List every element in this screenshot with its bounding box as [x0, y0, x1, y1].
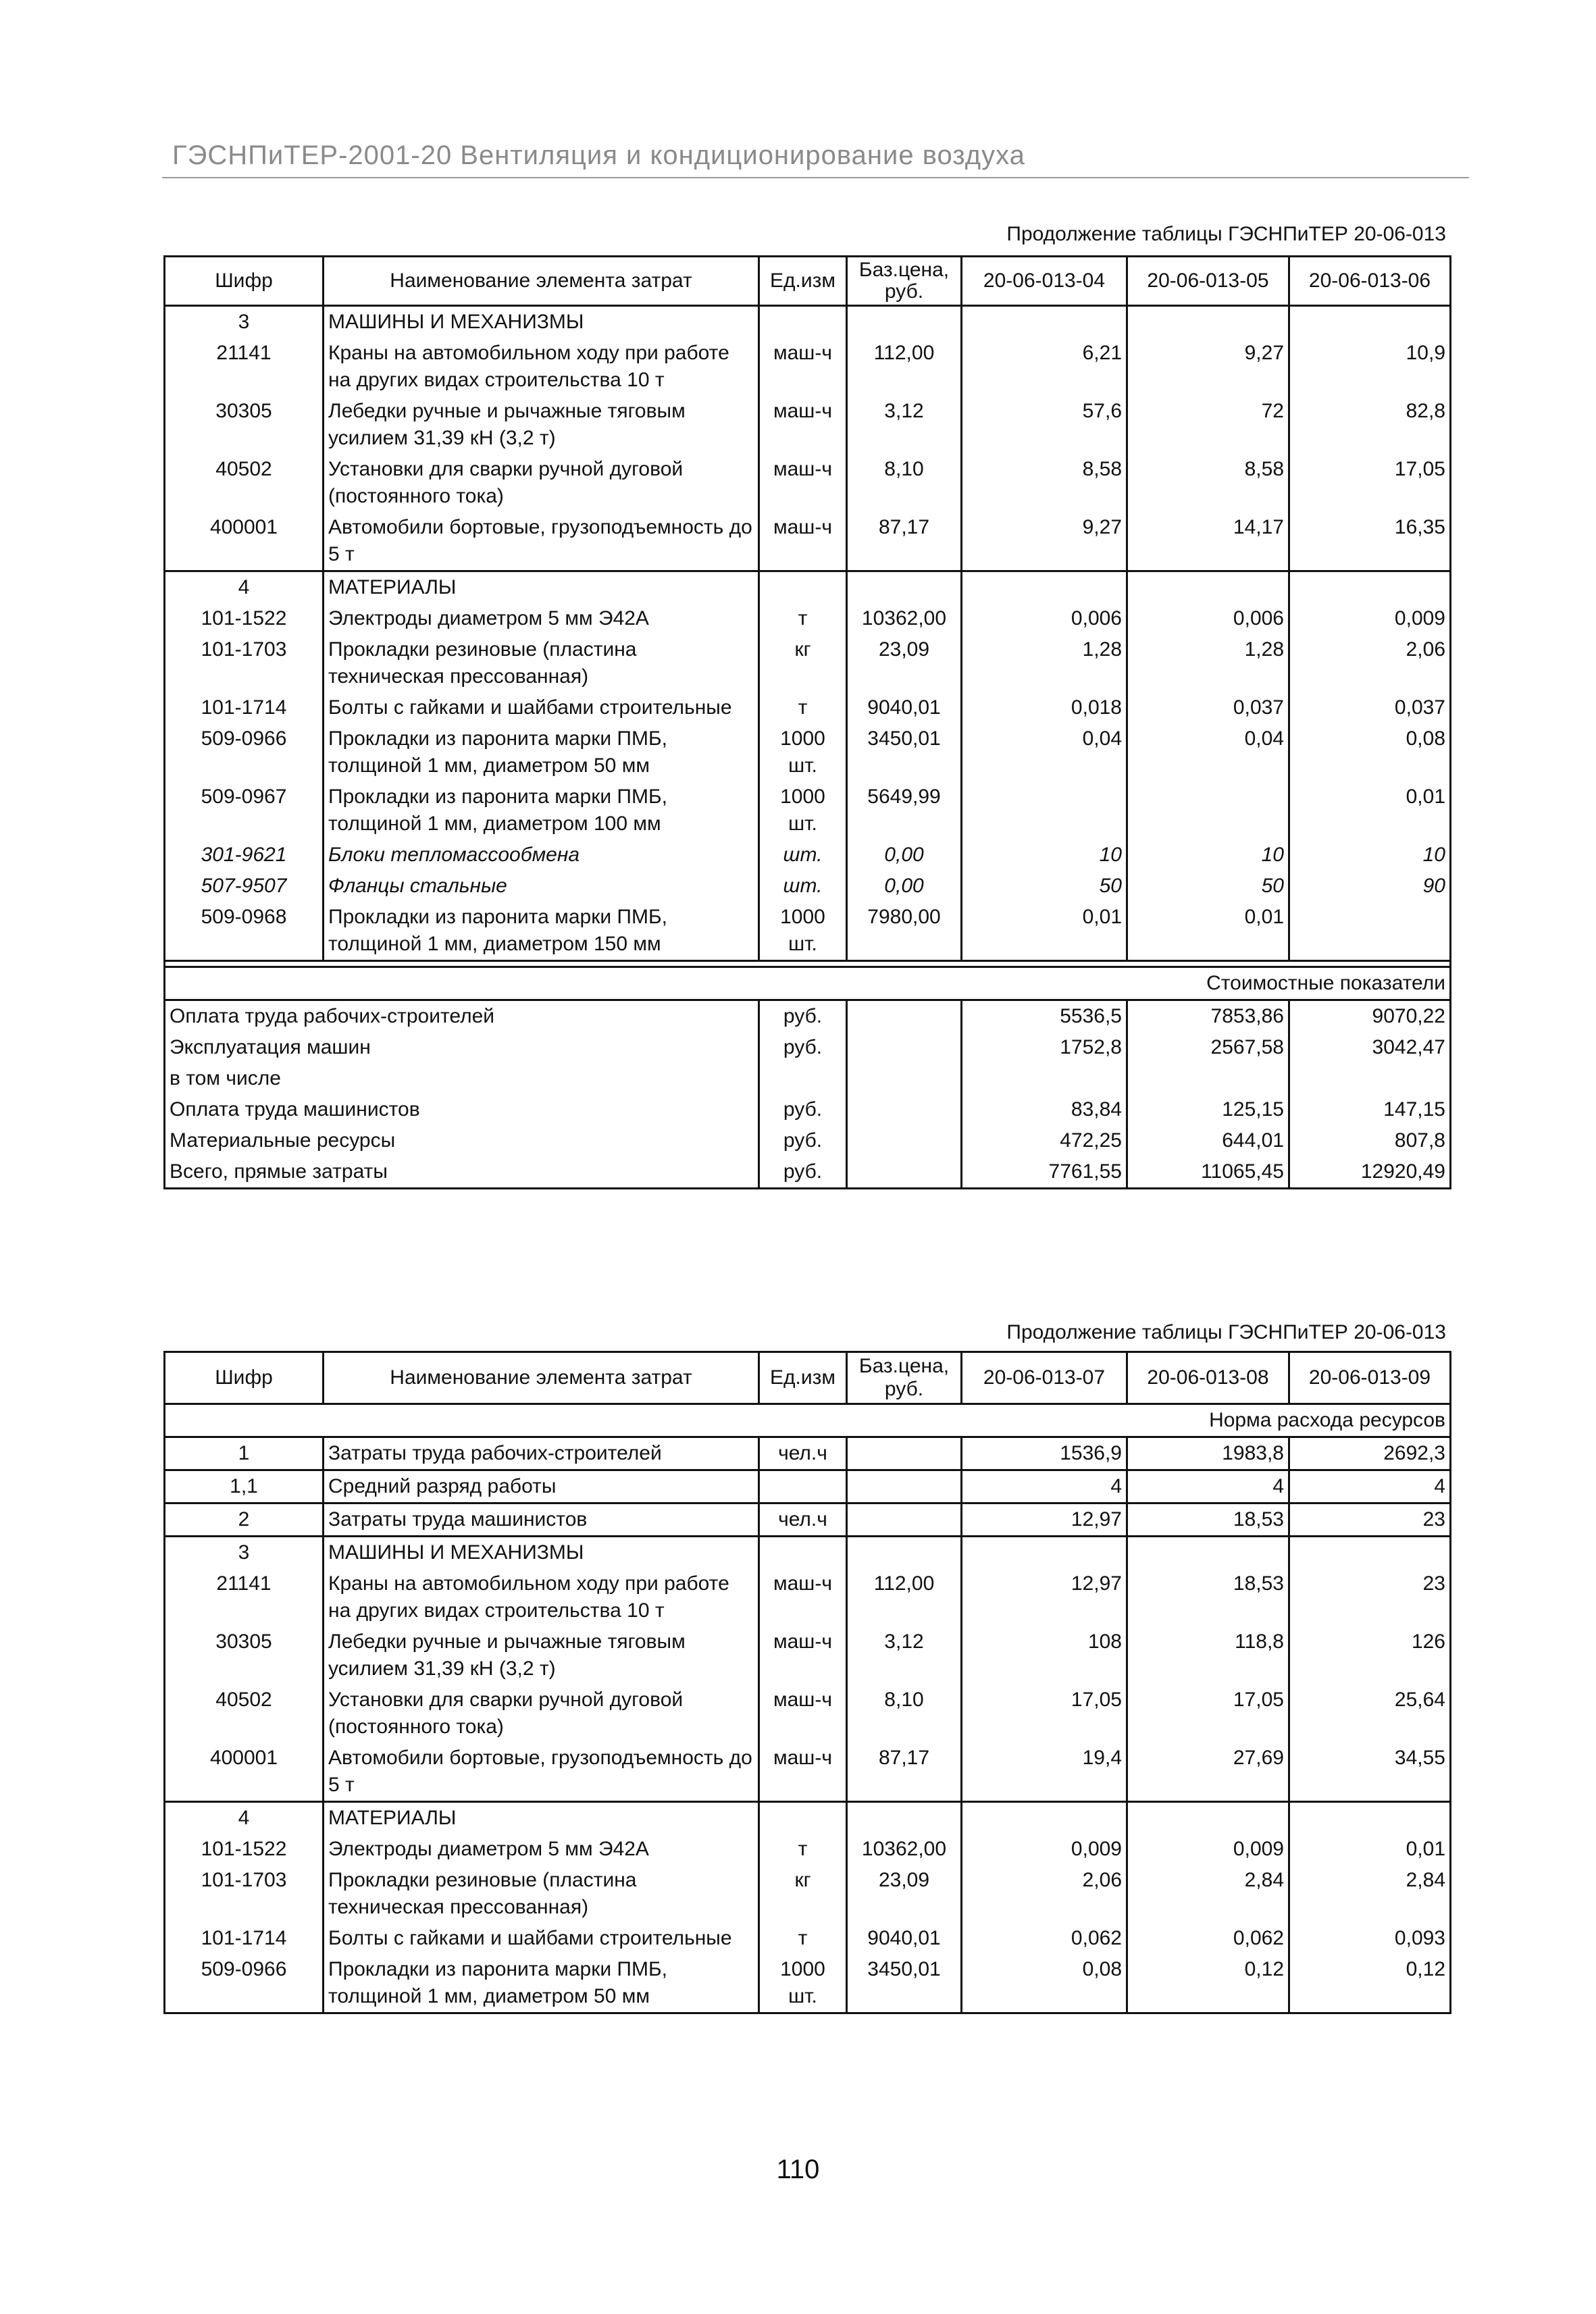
header-col-2: 20-06-013-05	[1127, 257, 1289, 306]
row-name: Лебедки ручные и рычажные тяговым усилием 31,39 кН (3,2 т)	[324, 396, 759, 454]
row-value-3: 10,9	[1289, 338, 1451, 396]
header-code: Шифр	[165, 1352, 324, 1404]
table1	[163, 255, 1451, 1189]
table-row	[165, 1834, 1451, 1865]
section-code: 4	[165, 571, 324, 604]
header-col-3: 20-06-013-06	[1289, 257, 1451, 306]
table-row	[165, 723, 1451, 781]
row-value-2: 14,17	[1127, 512, 1289, 571]
table-row	[165, 1954, 1451, 2013]
table1-caption: Продолжение таблицы ГЭСНПиТЕР 20-06-013	[1006, 223, 1446, 245]
norm-header-row	[165, 1404, 1451, 1437]
table-row	[165, 454, 1451, 512]
table-row	[165, 692, 1451, 723]
row-price: 3450,01	[847, 723, 962, 781]
row-code: 101-1522	[165, 1834, 324, 1865]
empty-cell	[847, 1032, 962, 1063]
row-value-1: 4	[962, 1470, 1127, 1503]
header-name: Наименование элемента затрат	[324, 257, 759, 306]
row-value-2: 8,58	[1127, 454, 1289, 512]
row-value-3: 0,093	[1289, 1923, 1451, 1954]
row-price: 112,00	[847, 338, 962, 396]
row-value-3: 2,06	[1289, 634, 1451, 692]
cost-row	[165, 1032, 1451, 1063]
header-unit: Ед.изм	[759, 1352, 847, 1404]
empty-cell	[847, 1537, 962, 1569]
row-value-1: 1,28	[962, 634, 1127, 692]
row-code: 21141	[165, 338, 324, 396]
cost-label: Материальные ресурсы	[165, 1125, 759, 1156]
row-unit: т	[759, 1834, 847, 1865]
table-row	[165, 1685, 1451, 1743]
row-unit: 1000 шт.	[759, 723, 847, 781]
row-code: 2	[165, 1503, 324, 1537]
table-row	[165, 1568, 1451, 1626]
cost-value-3: 3042,47	[1289, 1032, 1451, 1063]
labor-row	[165, 1470, 1451, 1503]
row-value-2: 0,062	[1127, 1923, 1289, 1954]
row-unit: маш-ч	[759, 1743, 847, 1802]
empty-cell	[847, 1000, 962, 1033]
row-name: Прокладки резиновые (пластина техническая прессованная)	[324, 1865, 759, 1923]
row-unit: шт.	[759, 871, 847, 902]
cost-value-2: 125,15	[1127, 1094, 1289, 1125]
row-unit: чел.ч	[759, 1437, 847, 1470]
row-price: 5649,99	[847, 781, 962, 840]
row-name: Фланцы стальные	[324, 871, 759, 902]
row-name: Краны на автомобильном ходу при работе на других видах строительства 10 т	[324, 338, 759, 396]
table2	[163, 1351, 1451, 2014]
row-value-2: 9,27	[1127, 338, 1289, 396]
cost-value-1: 83,84	[962, 1094, 1127, 1125]
row-value-2: 0,009	[1127, 1834, 1289, 1865]
cost-unit: руб.	[759, 1032, 847, 1063]
cost-value-1: 472,25	[962, 1125, 1127, 1156]
row-value-3: 16,35	[1289, 512, 1451, 571]
row-value-2: 18,53	[1127, 1503, 1289, 1537]
row-unit: маш-ч	[759, 1626, 847, 1685]
row-value-3: 90	[1289, 871, 1451, 902]
empty-cell	[1289, 306, 1451, 338]
row-price: 3,12	[847, 396, 962, 454]
empty-cell	[962, 306, 1127, 338]
row-value-1: 12,97	[962, 1503, 1127, 1537]
header-rule	[162, 177, 1469, 178]
row-price: 0,00	[847, 840, 962, 871]
empty-cell	[847, 1094, 962, 1125]
row-value-2: 27,69	[1127, 1743, 1289, 1802]
row-name: Автомобили бортовые, грузоподъемность до 5 т	[324, 512, 759, 571]
row-value-3: 17,05	[1289, 454, 1451, 512]
row-unit: 1000 шт.	[759, 1954, 847, 2013]
cost-label: Оплата труда машинистов	[165, 1094, 759, 1125]
row-unit: т	[759, 692, 847, 723]
cost-header: Стоимостные показатели	[962, 967, 1451, 1000]
row-value-2: 1,28	[1127, 634, 1289, 692]
empty-cell	[847, 1156, 962, 1189]
header-price: Баз.цена, руб.	[847, 1352, 962, 1404]
row-unit: маш-ч	[759, 338, 847, 396]
row-unit: кг	[759, 1865, 847, 1923]
row-value-3: 0,037	[1289, 692, 1451, 723]
header-col-1: 20-06-013-07	[962, 1352, 1127, 1404]
row-code: 400001	[165, 1743, 324, 1802]
table-row	[165, 1923, 1451, 1954]
row-price: 9040,01	[847, 1923, 962, 1954]
row-price: 23,09	[847, 1865, 962, 1923]
cost-value-2: 7853,86	[1127, 1000, 1289, 1033]
row-value-1: 19,4	[962, 1743, 1127, 1802]
cost-value-3: 807,8	[1289, 1125, 1451, 1156]
row-unit: маш-ч	[759, 1568, 847, 1626]
table2-caption: Продолжение таблицы ГЭСНПиТЕР 20-06-013	[1006, 1321, 1446, 1343]
labor-row	[165, 1503, 1451, 1537]
cost-row	[165, 1094, 1451, 1125]
spacer-cell	[165, 961, 1451, 967]
empty-cell	[962, 571, 1127, 604]
table-row	[165, 603, 1451, 634]
empty-cell	[1289, 1537, 1451, 1569]
row-name: Прокладки из паронита марки ПМБ, толщиной 1 мм, диаметром 150 мм	[324, 902, 759, 961]
row-name: Установки для сварки ручной дуговой (постоянного тока)	[324, 1685, 759, 1743]
row-price: 9040,01	[847, 692, 962, 723]
row-code: 1,1	[165, 1470, 324, 1503]
row-name: Болты с гайками и шайбами строительные	[324, 692, 759, 723]
empty-cell	[1127, 1537, 1289, 1569]
row-price: 0,00	[847, 871, 962, 902]
row-unit: 1000 шт.	[759, 902, 847, 961]
row-name: Прокладки из паронита марки ПМБ, толщиной 1 мм, диаметром 100 мм	[324, 781, 759, 840]
row-code: 1	[165, 1437, 324, 1470]
cost-label: Всего, прямые затраты	[165, 1156, 759, 1189]
header-code: Шифр	[165, 257, 324, 306]
empty-cell	[962, 1802, 1127, 1834]
row-code: 509-0966	[165, 1954, 324, 2013]
row-unit: т	[759, 603, 847, 634]
cost-header-row	[165, 967, 1451, 1000]
table-row	[165, 1865, 1451, 1923]
row-value-1: 17,05	[962, 1685, 1127, 1743]
cost-row	[165, 1063, 1451, 1094]
row-value-1: 108	[962, 1626, 1127, 1685]
row-name: Прокладки из паронита марки ПМБ, толщиной 1 мм, диаметром 50 мм	[324, 723, 759, 781]
cost-value-3	[1289, 1063, 1451, 1094]
row-value-2: 72	[1127, 396, 1289, 454]
row-price	[847, 1437, 962, 1470]
row-price: 10362,00	[847, 1834, 962, 1865]
row-unit: шт.	[759, 840, 847, 871]
cost-value-2	[1127, 1063, 1289, 1094]
cost-row	[165, 1125, 1451, 1156]
row-value-1: 50	[962, 871, 1127, 902]
row-unit: т	[759, 1923, 847, 1954]
row-name: Установки для сварки ручной дуговой (постоянного тока)	[324, 454, 759, 512]
row-unit: 1000 шт.	[759, 781, 847, 840]
row-code: 301-9621	[165, 840, 324, 871]
section-code: 3	[165, 306, 324, 338]
row-value-1: 12,97	[962, 1568, 1127, 1626]
row-value-2: 4	[1127, 1470, 1289, 1503]
row-value-2: 2,84	[1127, 1865, 1289, 1923]
section-title: МАТЕРИАЛЫ	[324, 571, 759, 604]
row-value-1: 0,006	[962, 603, 1127, 634]
row-value-3: 0,01	[1289, 1834, 1451, 1865]
row-value-3: 34,55	[1289, 1743, 1451, 1802]
row-value-2: 118,8	[1127, 1626, 1289, 1685]
cost-unit: руб.	[759, 1094, 847, 1125]
row-name: Средний разряд работы	[324, 1470, 759, 1503]
row-value-3: 10	[1289, 840, 1451, 871]
section-code: 4	[165, 1802, 324, 1834]
row-code: 101-1714	[165, 692, 324, 723]
cost-unit	[759, 1063, 847, 1094]
row-value-1: 1536,9	[962, 1437, 1127, 1470]
table-row	[165, 1743, 1451, 1802]
row-value-1: 0,018	[962, 692, 1127, 723]
table-row	[165, 512, 1451, 571]
row-price: 8,10	[847, 454, 962, 512]
row-name: Краны на автомобильном ходу при работе на других видах строительства 10 т	[324, 1568, 759, 1626]
row-price: 87,17	[847, 1743, 962, 1802]
row-value-3: 4	[1289, 1470, 1451, 1503]
cost-row	[165, 1000, 1451, 1033]
row-value-1: 0,08	[962, 1954, 1127, 2013]
cost-unit: руб.	[759, 1125, 847, 1156]
row-value-1: 0,01	[962, 902, 1127, 961]
cost-label: в том числе	[165, 1063, 759, 1094]
cost-label: Оплата труда рабочих-строителей	[165, 1000, 759, 1033]
row-value-2: 18,53	[1127, 1568, 1289, 1626]
section-row	[165, 1537, 1451, 1569]
norm-header: Норма расхода ресурсов	[962, 1404, 1451, 1437]
row-price: 7980,00	[847, 902, 962, 961]
section-title: МАШИНЫ И МЕХАНИЗМЫ	[324, 306, 759, 338]
row-code: 40502	[165, 1685, 324, 1743]
row-value-3: 23	[1289, 1503, 1451, 1537]
empty-cell	[759, 1802, 847, 1834]
row-value-3: 2,84	[1289, 1865, 1451, 1923]
cost-label: Эксплуатация машин	[165, 1032, 759, 1063]
empty-cell	[165, 1404, 962, 1437]
row-name: Электроды диаметром 5 мм Э42А	[324, 603, 759, 634]
row-price	[847, 1503, 962, 1537]
row-code: 101-1703	[165, 634, 324, 692]
cost-value-1: 5536,5	[962, 1000, 1127, 1033]
row-value-1: 6,21	[962, 338, 1127, 396]
header-col-1: 20-06-013-04	[962, 257, 1127, 306]
cost-value-2: 2567,58	[1127, 1032, 1289, 1063]
table-row	[165, 338, 1451, 396]
row-value-2: 0,01	[1127, 902, 1289, 961]
row-value-2: 0,12	[1127, 1954, 1289, 2013]
table-row	[165, 840, 1451, 871]
section-row	[165, 571, 1451, 604]
row-value-1: 57,6	[962, 396, 1127, 454]
empty-cell	[962, 1537, 1127, 1569]
row-code: 101-1714	[165, 1923, 324, 1954]
row-unit: маш-ч	[759, 1685, 847, 1743]
section-title: МАТЕРИАЛЫ	[324, 1802, 759, 1834]
row-unit: маш-ч	[759, 396, 847, 454]
header-col-3: 20-06-013-09	[1289, 1352, 1451, 1404]
row-value-2: 0,04	[1127, 723, 1289, 781]
row-value-3: 0,12	[1289, 1954, 1451, 2013]
row-code: 400001	[165, 512, 324, 571]
row-price: 3,12	[847, 1626, 962, 1685]
row-unit: кг	[759, 634, 847, 692]
row-value-3: 25,64	[1289, 1685, 1451, 1743]
row-code: 40502	[165, 454, 324, 512]
row-value-1: 9,27	[962, 512, 1127, 571]
header-unit: Ед.изм	[759, 257, 847, 306]
row-unit: чел.ч	[759, 1503, 847, 1537]
row-value-2: 1983,8	[1127, 1437, 1289, 1470]
cost-value-3: 12920,49	[1289, 1156, 1451, 1189]
table-row	[165, 1626, 1451, 1685]
table-row	[165, 781, 1451, 840]
row-value-3: 0,009	[1289, 603, 1451, 634]
header-price: Баз.цена, руб.	[847, 257, 962, 306]
cost-value-3: 147,15	[1289, 1094, 1451, 1125]
empty-cell	[759, 306, 847, 338]
row-value-3: 82,8	[1289, 396, 1451, 454]
empty-cell	[847, 306, 962, 338]
empty-cell	[1127, 306, 1289, 338]
header-name: Наименование элемента затрат	[324, 1352, 759, 1404]
row-unit: маш-ч	[759, 512, 847, 571]
row-value-3: 126	[1289, 1626, 1451, 1685]
row-value-3: 0,01	[1289, 781, 1451, 840]
row-value-1: 2,06	[962, 1865, 1127, 1923]
row-value-1: 0,009	[962, 1834, 1127, 1865]
running-header: ГЭСНПиТЕР-2001-20 Вентиляция и кондиционирование воздуха	[172, 140, 1025, 170]
row-name: Болты с гайками и шайбами строительные	[324, 1923, 759, 1954]
row-value-3: 0,08	[1289, 723, 1451, 781]
row-value-1: 0,062	[962, 1923, 1127, 1954]
row-value-2: 50	[1127, 871, 1289, 902]
row-value-2	[1127, 781, 1289, 840]
cost-unit: руб.	[759, 1156, 847, 1189]
cost-unit: руб.	[759, 1000, 847, 1033]
row-price: 10362,00	[847, 603, 962, 634]
cost-value-2: 11065,45	[1127, 1156, 1289, 1189]
row-unit	[759, 1470, 847, 1503]
empty-cell	[847, 571, 962, 604]
row-code: 30305	[165, 396, 324, 454]
empty-cell	[1289, 1802, 1451, 1834]
empty-cell	[165, 967, 962, 1000]
labor-row	[165, 1437, 1451, 1470]
section-code: 3	[165, 1537, 324, 1569]
table-row	[165, 902, 1451, 961]
row-code: 507-9507	[165, 871, 324, 902]
row-value-2: 0,037	[1127, 692, 1289, 723]
row-code: 509-0966	[165, 723, 324, 781]
row-value-3: 23	[1289, 1568, 1451, 1626]
row-price: 3450,01	[847, 1954, 962, 2013]
row-value-1: 0,04	[962, 723, 1127, 781]
section-row	[165, 1802, 1451, 1834]
empty-cell	[1127, 571, 1289, 604]
empty-cell	[847, 1802, 962, 1834]
cost-value-1: 1752,8	[962, 1032, 1127, 1063]
row-name: Автомобили бортовые, грузоподъемность до 5 т	[324, 1743, 759, 1802]
row-value-1	[962, 781, 1127, 840]
empty-cell	[1127, 1802, 1289, 1834]
cost-value-1	[962, 1063, 1127, 1094]
cost-value-2: 644,01	[1127, 1125, 1289, 1156]
empty-cell	[759, 571, 847, 604]
row-value-2: 0,006	[1127, 603, 1289, 634]
row-name: Затраты труда машинистов	[324, 1503, 759, 1537]
row-value-2: 17,05	[1127, 1685, 1289, 1743]
row-name: Лебедки ручные и рычажные тяговым усилием 31,39 кН (3,2 т)	[324, 1626, 759, 1685]
row-price: 87,17	[847, 512, 962, 571]
cost-row	[165, 1156, 1451, 1189]
row-price: 112,00	[847, 1568, 962, 1626]
row-value-1: 10	[962, 840, 1127, 871]
row-name: Блоки тепломассообмена	[324, 840, 759, 871]
table-row	[165, 396, 1451, 454]
row-code: 509-0968	[165, 902, 324, 961]
row-code: 30305	[165, 1626, 324, 1685]
row-name: Прокладки из паронита марки ПМБ, толщиной 1 мм, диаметром 50 мм	[324, 1954, 759, 2013]
row-name: Электроды диаметром 5 мм Э42А	[324, 1834, 759, 1865]
row-name: Затраты труда рабочих-строителей	[324, 1437, 759, 1470]
empty-cell	[759, 1537, 847, 1569]
table-row	[165, 634, 1451, 692]
empty-cell	[1289, 571, 1451, 604]
section-title: МАШИНЫ И МЕХАНИЗМЫ	[324, 1537, 759, 1569]
row-code: 21141	[165, 1568, 324, 1626]
spacer-row	[165, 961, 1451, 967]
row-name: Прокладки резиновые (пластина техническая прессованная)	[324, 634, 759, 692]
row-price	[847, 1470, 962, 1503]
empty-cell	[847, 1125, 962, 1156]
row-value-1: 8,58	[962, 454, 1127, 512]
row-value-3: 2692,3	[1289, 1437, 1451, 1470]
row-code: 101-1703	[165, 1865, 324, 1923]
empty-cell	[847, 1063, 962, 1094]
section-row	[165, 306, 1451, 338]
row-value-2: 10	[1127, 840, 1289, 871]
row-price: 23,09	[847, 634, 962, 692]
row-unit: маш-ч	[759, 454, 847, 512]
row-price: 8,10	[847, 1685, 962, 1743]
cost-value-3: 9070,22	[1289, 1000, 1451, 1033]
header-col-2: 20-06-013-08	[1127, 1352, 1289, 1404]
table-row	[165, 871, 1451, 902]
row-code: 101-1522	[165, 603, 324, 634]
cost-value-1: 7761,55	[962, 1156, 1127, 1189]
row-value-3	[1289, 902, 1451, 961]
page-number: 110	[776, 2155, 820, 2184]
row-code: 509-0967	[165, 781, 324, 840]
